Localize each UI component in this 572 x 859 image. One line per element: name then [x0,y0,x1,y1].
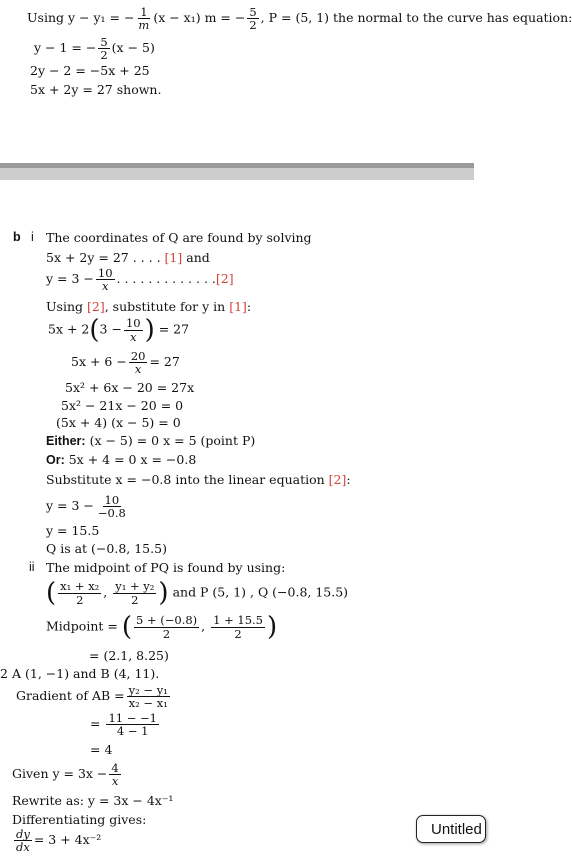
b-substitute: Substitute x = −0.8 into the linear equation [2]: [46,472,351,487]
label-i: i [31,230,34,244]
b-step3: 5x² + 6x − 20 = 27x [65,380,195,395]
q2-gradient-step: = $\frac{11 - -1}{4 - 1}$ [90,711,157,739]
b-step2: 5x + 6 − $\frac{20}{x}$ = 27 [71,349,180,377]
ii-midpoint: Midpoint = ( $\frac{5 + (-0.8)}{2}$ , $\frac{1 + 15.5}{2}$ ) [46,612,278,642]
b-using: Using [2], substitute for y in [1]: [46,299,252,314]
b-eq2: y = 3 − $\frac{10}{x}$ . . . . . . . . . . . . .[2] [46,266,234,294]
ii-intro: The midpoint of PQ is found by using: [46,560,286,575]
ref-1: [1] [164,250,183,265]
b-step5: (5x + 4) (x − 5) = 0 [56,415,181,430]
b-q-at: Q is at (−0.8, 15.5) [46,541,167,556]
using-text: Using y − y₁ = − [27,10,135,26]
ii-formula: ( $\frac{\text{x₁ + x₂}}{2}$ , $\frac{\text{y₁ + y₂}}{2}$ ) and P (5, 1) , Q (−0.8, 15.5) [46,578,349,608]
b-intro: The coordinates of Q are found by solving [46,230,312,245]
q2-rewrite: Rewrite as: y = 3x − 4x⁻¹ [12,793,174,808]
b-y1: y = 3 − $\frac{10}{-0.8}$ [46,493,126,521]
top-line-1: Using y − y₁ = − $\frac{1}{m}$ (x − x₁) m = − $\frac{5}{2}$ , P = (5, 1) the normal to the curve has equation: [27,5,572,33]
fraction-10-over-x: $\frac{10}{x}$ [97,266,113,294]
q2-label: 2 [0,666,8,681]
q2-gradient-result: = 4 [90,742,113,757]
q2-gradient: Gradient of AB = $\frac{\text{y₂ − y₁}}{\text{x₂ − x₁}}$ [16,683,168,711]
q2-points: A (1, −1) and B (4, 11). [12,666,160,681]
b-step4: 5x² − 21x − 20 = 0 [61,398,184,413]
q2-derivative: $\frac{dy}{dx}$ = 3 + 4x⁻² [16,827,102,855]
section-divider-shadow [0,163,474,168]
b-either: Either: (x − 5) = 0 x = 5 (point P) [46,433,256,448]
b-step1: 5x + 2(3 − $\frac{10}{x}$ ) = 27 [48,315,190,345]
tab-label: Untitled [431,821,482,838]
b-y2: y = 15.5 [46,523,100,538]
top-line-4: 5x + 2y = 27 shown. [30,82,162,97]
b-or: Or: 5x + 4 = 0 x = −0.8 [46,452,197,467]
ref-2: [2] [215,271,234,287]
fraction-5-over-2: $\frac{5}{2}$ [100,35,108,63]
untitled-tab-button[interactable] [416,815,486,843]
fraction-5-over-2: $\frac{5}{2}$ [249,5,257,33]
q2-differentiating: Differentiating gives: [12,812,147,827]
b-eq1: 5x + 2y = 27 . . . . [1] and [46,250,210,265]
label-b: b [13,230,21,244]
top-line-3: 2y − 2 = −5x + 25 [30,63,150,78]
fraction-1-over-m: $\frac{1}{m}$ [138,5,150,33]
q2-given: Given y = 3x − $\frac{4}{x}$ [12,761,119,789]
ii-result: = (2.1, 8.25) [89,648,169,663]
top-line-2: y − 1 = − $\frac{5}{2}$ (x − 5) [34,35,155,63]
label-ii: ii [29,560,35,574]
